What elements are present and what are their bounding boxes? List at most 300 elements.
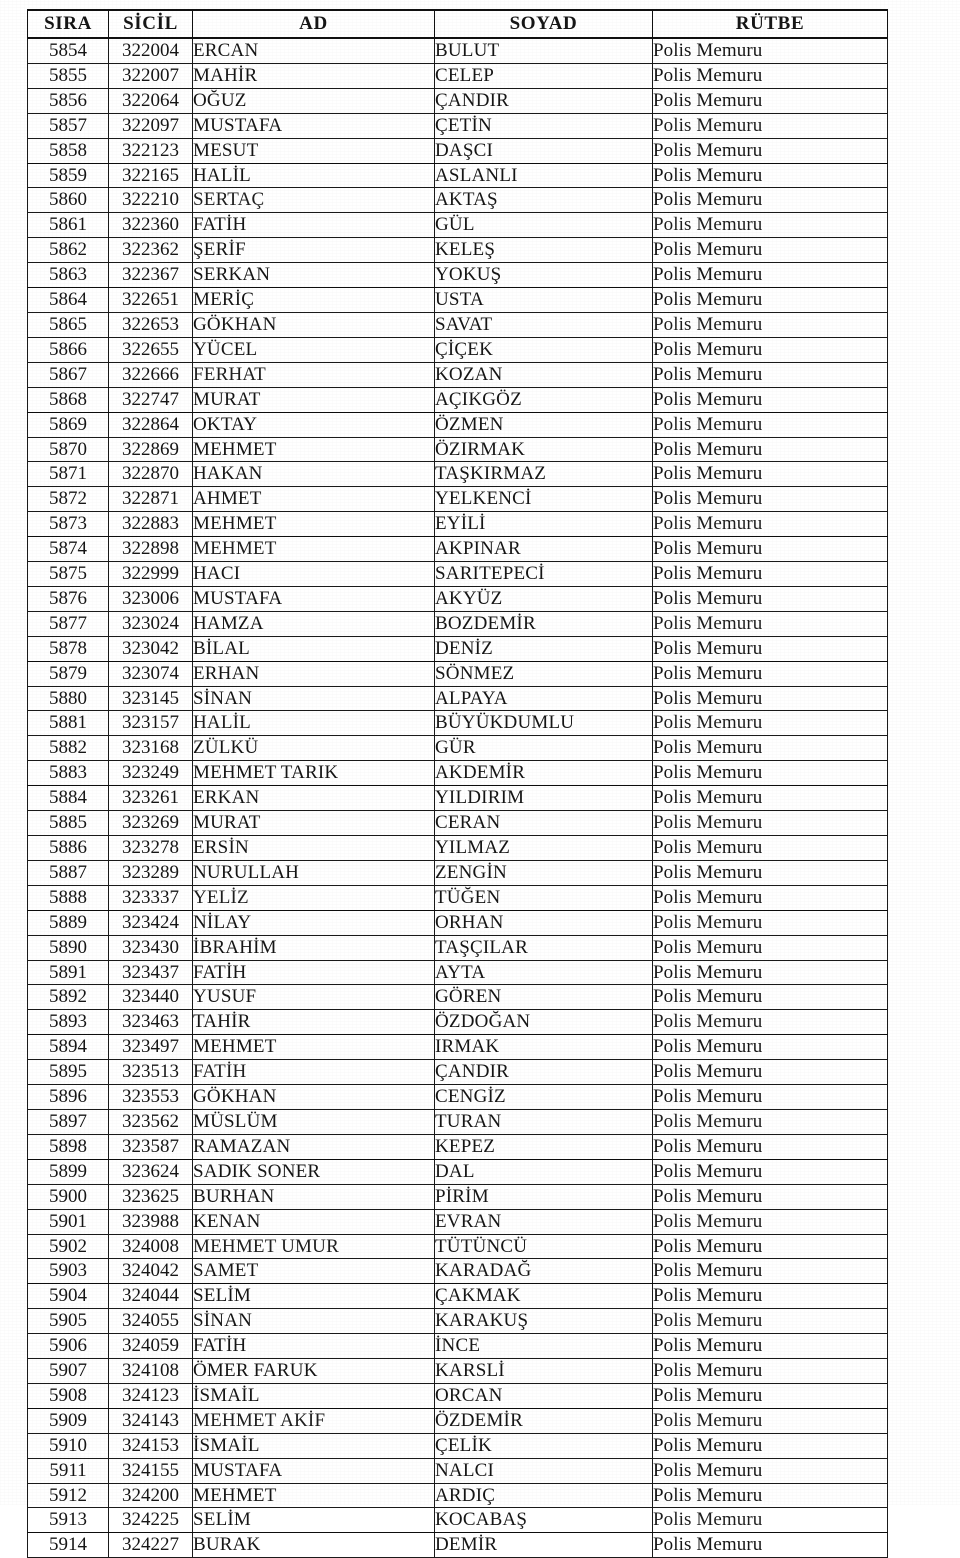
cell-sira: 5886: [28, 836, 109, 861]
table-row: [28, 138, 888, 163]
cell-ad: OKTAY: [193, 412, 435, 437]
table-row: [28, 487, 888, 512]
cell-ad: MURAT: [193, 387, 435, 412]
cell-soyad: ALPAYA: [435, 686, 653, 711]
table-row: [28, 1433, 888, 1458]
cell-rutbe: Polis Memuru: [653, 1433, 888, 1458]
cell-rutbe: Polis Memuru: [653, 238, 888, 263]
cell-rutbe: Polis Memuru: [653, 337, 888, 362]
cell-sira: 5895: [28, 1060, 109, 1085]
cell-soyad: AKYÜZ: [435, 586, 653, 611]
cell-sicil: 323269: [109, 811, 193, 836]
cell-soyad: TÜĞEN: [435, 885, 653, 910]
cell-rutbe: Polis Memuru: [653, 387, 888, 412]
cell-sicil: 324200: [109, 1483, 193, 1508]
cell-sira: 5856: [28, 88, 109, 113]
cell-rutbe: Polis Memuru: [653, 1284, 888, 1309]
cell-ad: MUSTAFA: [193, 113, 435, 138]
table-body: [28, 38, 888, 1558]
cell-sira: 5897: [28, 1109, 109, 1134]
cell-ad: FATİH: [193, 1060, 435, 1085]
cell-sira: 5910: [28, 1433, 109, 1458]
cell-sicil: 324153: [109, 1433, 193, 1458]
cell-ad: MUSTAFA: [193, 1458, 435, 1483]
cell-rutbe: Polis Memuru: [653, 1234, 888, 1259]
cell-sicil: 322666: [109, 362, 193, 387]
cell-sira: 5896: [28, 1085, 109, 1110]
cell-soyad: YOKUŞ: [435, 263, 653, 288]
cell-sira: 5912: [28, 1483, 109, 1508]
table-row: [28, 562, 888, 587]
cell-sira: 5904: [28, 1284, 109, 1309]
cell-soyad: NALCI: [435, 1458, 653, 1483]
cell-sicil: 323624: [109, 1159, 193, 1184]
cell-ad: MERİÇ: [193, 288, 435, 313]
cell-sicil: 322883: [109, 512, 193, 537]
cell-ad: YÜCEL: [193, 337, 435, 362]
cell-sira: 5893: [28, 1010, 109, 1035]
cell-sira: 5903: [28, 1259, 109, 1284]
cell-soyad: ÖZIRMAK: [435, 437, 653, 462]
cell-sira: 5870: [28, 437, 109, 462]
cell-sicil: 324155: [109, 1458, 193, 1483]
cell-sira: 5913: [28, 1508, 109, 1533]
cell-ad: SADIK SONER: [193, 1159, 435, 1184]
cell-sicil: 323074: [109, 661, 193, 686]
cell-sira: 5891: [28, 960, 109, 985]
cell-ad: MEHMET UMUR: [193, 1234, 435, 1259]
cell-soyad: SÖNMEZ: [435, 661, 653, 686]
cell-rutbe: Polis Memuru: [653, 188, 888, 213]
table-row: [28, 811, 888, 836]
cell-soyad: ÇANDIR: [435, 88, 653, 113]
cell-sicil: 323463: [109, 1010, 193, 1035]
cell-sicil: 323625: [109, 1184, 193, 1209]
cell-rutbe: Polis Memuru: [653, 736, 888, 761]
cell-sira: 5908: [28, 1383, 109, 1408]
cell-soyad: ÖZMEN: [435, 412, 653, 437]
table-row: [28, 611, 888, 636]
cell-sicil: 324008: [109, 1234, 193, 1259]
table-row: [28, 387, 888, 412]
cell-sicil: 323553: [109, 1085, 193, 1110]
cell-sira: 5901: [28, 1209, 109, 1234]
cell-sicil: 324225: [109, 1508, 193, 1533]
cell-sira: 5890: [28, 935, 109, 960]
cell-sira: 5900: [28, 1184, 109, 1209]
cell-rutbe: Polis Memuru: [653, 1209, 888, 1234]
cell-ad: MEHMET: [193, 1483, 435, 1508]
cell-soyad: DEMİR: [435, 1533, 653, 1558]
cell-soyad: KOZAN: [435, 362, 653, 387]
cell-rutbe: Polis Memuru: [653, 860, 888, 885]
cell-sicil: 324059: [109, 1334, 193, 1359]
cell-sicil: 322999: [109, 562, 193, 587]
cell-sira: 5857: [28, 113, 109, 138]
cell-rutbe: Polis Memuru: [653, 935, 888, 960]
cell-ad: SERTAÇ: [193, 188, 435, 213]
cell-ad: FATİH: [193, 213, 435, 238]
table-row: [28, 437, 888, 462]
cell-sira: 5867: [28, 362, 109, 387]
cell-sicil: 322362: [109, 238, 193, 263]
cell-rutbe: Polis Memuru: [653, 1533, 888, 1558]
cell-soyad: KARAKUŞ: [435, 1309, 653, 1334]
cell-soyad: AÇIKGÖZ: [435, 387, 653, 412]
table-row: [28, 1234, 888, 1259]
cell-sicil: 324123: [109, 1383, 193, 1408]
cell-sira: 5909: [28, 1408, 109, 1433]
cell-sira: 5875: [28, 562, 109, 587]
cell-ad: İSMAİL: [193, 1383, 435, 1408]
table-row: [28, 1209, 888, 1234]
cell-sicil: 323440: [109, 985, 193, 1010]
cell-soyad: SARITEPECİ: [435, 562, 653, 587]
cell-soyad: DAL: [435, 1159, 653, 1184]
table-row: [28, 213, 888, 238]
cell-sira: 5879: [28, 661, 109, 686]
cell-ad: MEHMET TARIK: [193, 761, 435, 786]
cell-rutbe: Polis Memuru: [653, 487, 888, 512]
cell-rutbe: Polis Memuru: [653, 611, 888, 636]
table-row: [28, 113, 888, 138]
cell-sicil: 323988: [109, 1209, 193, 1234]
cell-sira: 5894: [28, 1035, 109, 1060]
cell-sicil: 322651: [109, 288, 193, 313]
cell-sira: 5885: [28, 811, 109, 836]
cell-sicil: 323497: [109, 1035, 193, 1060]
cell-soyad: BÜYÜKDUMLU: [435, 711, 653, 736]
cell-sicil: 323042: [109, 636, 193, 661]
cell-ad: İSMAİL: [193, 1433, 435, 1458]
table-row: [28, 38, 888, 63]
cell-ad: SELİM: [193, 1284, 435, 1309]
cell-sicil: 323430: [109, 935, 193, 960]
table-row: [28, 1085, 888, 1110]
table-row: [28, 337, 888, 362]
cell-sicil: 324044: [109, 1284, 193, 1309]
table-row: [28, 1010, 888, 1035]
table-row: [28, 1284, 888, 1309]
cell-soyad: CERAN: [435, 811, 653, 836]
cell-rutbe: Polis Memuru: [653, 1508, 888, 1533]
cell-sira: 5854: [28, 38, 109, 63]
cell-sira: 5862: [28, 238, 109, 263]
cell-sicil: 323289: [109, 860, 193, 885]
cell-sira: 5860: [28, 188, 109, 213]
cell-ad: MEHMET: [193, 1035, 435, 1060]
cell-soyad: BOZDEMİR: [435, 611, 653, 636]
cell-soyad: TAŞÇILAR: [435, 935, 653, 960]
cell-soyad: KEPEZ: [435, 1134, 653, 1159]
cell-soyad: USTA: [435, 288, 653, 313]
cell-sira: 5907: [28, 1359, 109, 1384]
cell-ad: SERKAN: [193, 263, 435, 288]
table-row: [28, 761, 888, 786]
cell-rutbe: Polis Memuru: [653, 661, 888, 686]
table-row: [28, 312, 888, 337]
cell-soyad: ÇANDIR: [435, 1060, 653, 1085]
cell-sicil: 322007: [109, 63, 193, 88]
cell-soyad: PİRİM: [435, 1184, 653, 1209]
table-row: [28, 985, 888, 1010]
cell-soyad: KARSLİ: [435, 1359, 653, 1384]
cell-sira: 5883: [28, 761, 109, 786]
cell-rutbe: Polis Memuru: [653, 985, 888, 1010]
cell-sira: 5906: [28, 1334, 109, 1359]
cell-sicil: 322864: [109, 412, 193, 437]
table-row: [28, 1035, 888, 1060]
table-row: [28, 711, 888, 736]
cell-sira: 5884: [28, 786, 109, 811]
cell-soyad: GÖREN: [435, 985, 653, 1010]
cell-rutbe: Polis Memuru: [653, 885, 888, 910]
cell-sicil: 323587: [109, 1134, 193, 1159]
cell-sira: 5858: [28, 138, 109, 163]
cell-rutbe: Polis Memuru: [653, 437, 888, 462]
cell-sicil: 323261: [109, 786, 193, 811]
cell-soyad: KARADAĞ: [435, 1259, 653, 1284]
cell-sicil: 323562: [109, 1109, 193, 1134]
cell-soyad: DAŞCI: [435, 138, 653, 163]
cell-sira: 5911: [28, 1458, 109, 1483]
cell-rutbe: Polis Memuru: [653, 1184, 888, 1209]
cell-rutbe: Polis Memuru: [653, 38, 888, 63]
table-row: [28, 263, 888, 288]
cell-ad: MEHMET: [193, 512, 435, 537]
cell-ad: MUSTAFA: [193, 586, 435, 611]
cell-sicil: 322165: [109, 163, 193, 188]
cell-sicil: 322871: [109, 487, 193, 512]
table-row: [28, 1508, 888, 1533]
cell-soyad: TURAN: [435, 1109, 653, 1134]
cell-sicil: 322360: [109, 213, 193, 238]
cell-sicil: 324042: [109, 1259, 193, 1284]
cell-ad: ZÜLKÜ: [193, 736, 435, 761]
cell-rutbe: Polis Memuru: [653, 537, 888, 562]
cell-rutbe: Polis Memuru: [653, 288, 888, 313]
cell-sira: 5855: [28, 63, 109, 88]
cell-soyad: ORCAN: [435, 1383, 653, 1408]
cell-ad: FATİH: [193, 1334, 435, 1359]
cell-rutbe: Polis Memuru: [653, 586, 888, 611]
table-row: [28, 1060, 888, 1085]
cell-sicil: 324055: [109, 1309, 193, 1334]
table-row: [28, 636, 888, 661]
cell-sicil: 324108: [109, 1359, 193, 1384]
cell-rutbe: Polis Memuru: [653, 362, 888, 387]
cell-ad: GÖKHAN: [193, 1085, 435, 1110]
cell-rutbe: Polis Memuru: [653, 1159, 888, 1184]
column-header-sicil: SİCİL: [109, 10, 193, 38]
cell-rutbe: Polis Memuru: [653, 213, 888, 238]
cell-sira: 5880: [28, 686, 109, 711]
cell-ad: MEHMET AKİF: [193, 1408, 435, 1433]
table-row: [28, 1334, 888, 1359]
cell-sira: 5866: [28, 337, 109, 362]
cell-soyad: IRMAK: [435, 1035, 653, 1060]
cell-ad: ŞERİF: [193, 238, 435, 263]
table-row: [28, 786, 888, 811]
cell-rutbe: Polis Memuru: [653, 1309, 888, 1334]
cell-sicil: 322747: [109, 387, 193, 412]
column-header-soyad: SOYAD: [435, 10, 653, 38]
cell-sicil: 323249: [109, 761, 193, 786]
cell-rutbe: Polis Memuru: [653, 412, 888, 437]
cell-rutbe: Polis Memuru: [653, 113, 888, 138]
cell-sira: 5869: [28, 412, 109, 437]
cell-rutbe: Polis Memuru: [653, 711, 888, 736]
cell-sira: 5905: [28, 1309, 109, 1334]
table-row: [28, 512, 888, 537]
cell-rutbe: Polis Memuru: [653, 1060, 888, 1085]
table-row: [28, 1109, 888, 1134]
cell-rutbe: Polis Memuru: [653, 163, 888, 188]
table-row: [28, 63, 888, 88]
table-row: [28, 1383, 888, 1408]
cell-ad: ERHAN: [193, 661, 435, 686]
table-row: [28, 885, 888, 910]
cell-sira: 5889: [28, 910, 109, 935]
cell-ad: KENAN: [193, 1209, 435, 1234]
cell-ad: İBRAHİM: [193, 935, 435, 960]
table-row: [28, 88, 888, 113]
cell-rutbe: Polis Memuru: [653, 636, 888, 661]
cell-ad: SİNAN: [193, 686, 435, 711]
cell-rutbe: Polis Memuru: [653, 836, 888, 861]
cell-sicil: 323145: [109, 686, 193, 711]
cell-rutbe: Polis Memuru: [653, 263, 888, 288]
cell-ad: MÜSLÜM: [193, 1109, 435, 1134]
table-row: [28, 586, 888, 611]
cell-sira: 5892: [28, 985, 109, 1010]
table-row: [28, 836, 888, 861]
cell-soyad: EVRAN: [435, 1209, 653, 1234]
cell-soyad: SAVAT: [435, 312, 653, 337]
header-row: [28, 10, 888, 38]
cell-sira: 5876: [28, 586, 109, 611]
cell-soyad: ÇETİN: [435, 113, 653, 138]
cell-soyad: YILDIRIM: [435, 786, 653, 811]
cell-sicil: 322367: [109, 263, 193, 288]
cell-sicil: 322004: [109, 38, 193, 63]
cell-sicil: 322123: [109, 138, 193, 163]
cell-ad: BURHAN: [193, 1184, 435, 1209]
table-row: [28, 960, 888, 985]
cell-soyad: CELEP: [435, 63, 653, 88]
cell-sira: 5877: [28, 611, 109, 636]
cell-rutbe: Polis Memuru: [653, 1010, 888, 1035]
table-header: [28, 10, 888, 38]
cell-sira: 5864: [28, 288, 109, 313]
cell-ad: GÖKHAN: [193, 312, 435, 337]
table-row: [28, 1533, 888, 1558]
cell-sira: 5881: [28, 711, 109, 736]
cell-rutbe: Polis Memuru: [653, 1458, 888, 1483]
cell-soyad: EYİLİ: [435, 512, 653, 537]
cell-sicil: 322655: [109, 337, 193, 362]
cell-ad: HAKAN: [193, 462, 435, 487]
cell-ad: ERCAN: [193, 38, 435, 63]
roster-table: [27, 9, 888, 1558]
cell-soyad: CENGİZ: [435, 1085, 653, 1110]
cell-soyad: KOCABAŞ: [435, 1508, 653, 1533]
cell-ad: FERHAT: [193, 362, 435, 387]
cell-rutbe: Polis Memuru: [653, 1408, 888, 1433]
table-row: [28, 163, 888, 188]
cell-sira: 5859: [28, 163, 109, 188]
cell-rutbe: Polis Memuru: [653, 462, 888, 487]
cell-soyad: ASLANLI: [435, 163, 653, 188]
cell-sira: 5868: [28, 387, 109, 412]
cell-rutbe: Polis Memuru: [653, 312, 888, 337]
cell-rutbe: Polis Memuru: [653, 1383, 888, 1408]
table-row: [28, 188, 888, 213]
cell-ad: OĞUZ: [193, 88, 435, 113]
cell-sira: 5874: [28, 537, 109, 562]
cell-soyad: GÜL: [435, 213, 653, 238]
table-row: [28, 1408, 888, 1433]
cell-sicil: 324227: [109, 1533, 193, 1558]
cell-sicil: 323424: [109, 910, 193, 935]
cell-ad: HALİL: [193, 163, 435, 188]
column-header-sira: SIRA: [28, 10, 109, 38]
cell-soyad: DENİZ: [435, 636, 653, 661]
table-row: [28, 1359, 888, 1384]
cell-ad: ERKAN: [193, 786, 435, 811]
cell-rutbe: Polis Memuru: [653, 512, 888, 537]
cell-soyad: GÜR: [435, 736, 653, 761]
cell-soyad: ÖZDEMİR: [435, 1408, 653, 1433]
cell-soyad: TÜTÜNCÜ: [435, 1234, 653, 1259]
cell-sicil: 322870: [109, 462, 193, 487]
cell-soyad: YELKENCİ: [435, 487, 653, 512]
cell-ad: AHMET: [193, 487, 435, 512]
cell-sira: 5888: [28, 885, 109, 910]
cell-soyad: İNCE: [435, 1334, 653, 1359]
table-row: [28, 910, 888, 935]
cell-ad: TAHİR: [193, 1010, 435, 1035]
cell-sira: 5914: [28, 1533, 109, 1558]
cell-ad: MEHMET: [193, 437, 435, 462]
cell-ad: MURAT: [193, 811, 435, 836]
table-row: [28, 1458, 888, 1483]
table-row: [28, 736, 888, 761]
table-row: [28, 362, 888, 387]
cell-soyad: AKDEMİR: [435, 761, 653, 786]
table-row: [28, 1483, 888, 1508]
cell-ad: FATİH: [193, 960, 435, 985]
cell-ad: HAMZA: [193, 611, 435, 636]
cell-soyad: AKTAŞ: [435, 188, 653, 213]
cell-sira: 5861: [28, 213, 109, 238]
cell-ad: BİLAL: [193, 636, 435, 661]
cell-soyad: AKPINAR: [435, 537, 653, 562]
cell-ad: BURAK: [193, 1533, 435, 1558]
cell-sira: 5863: [28, 263, 109, 288]
cell-sira: 5878: [28, 636, 109, 661]
cell-rutbe: Polis Memuru: [653, 562, 888, 587]
cell-sira: 5865: [28, 312, 109, 337]
cell-rutbe: Polis Memuru: [653, 1134, 888, 1159]
table-row: [28, 686, 888, 711]
cell-ad: ERSİN: [193, 836, 435, 861]
cell-rutbe: Polis Memuru: [653, 1085, 888, 1110]
cell-soyad: ÖZDOĞAN: [435, 1010, 653, 1035]
cell-rutbe: Polis Memuru: [653, 1109, 888, 1134]
cell-sicil: 323168: [109, 736, 193, 761]
cell-rutbe: Polis Memuru: [653, 910, 888, 935]
